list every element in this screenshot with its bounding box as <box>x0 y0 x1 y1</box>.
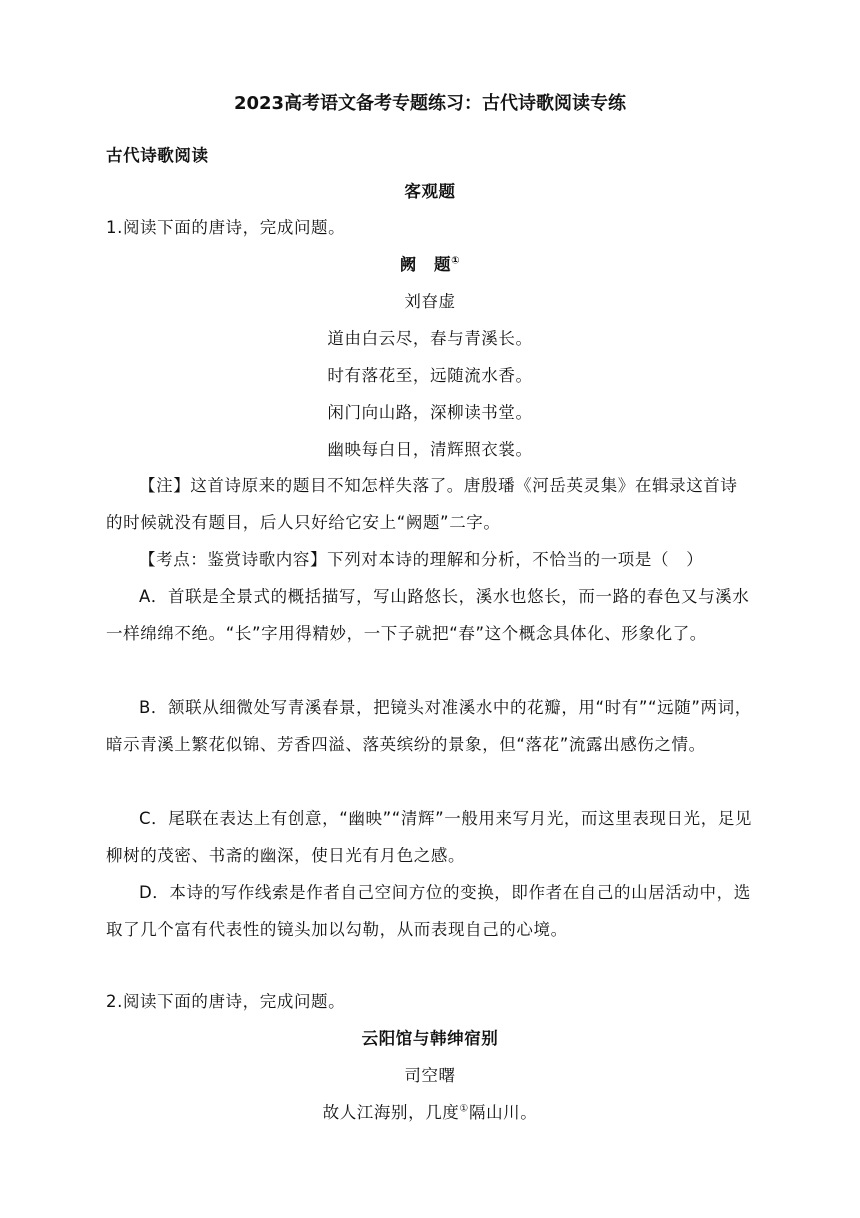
poem-2-line-part-2: 隔山川。 <box>468 1103 538 1122</box>
poem-2-author: 司空曙 <box>404 1066 456 1085</box>
option-c: C．尾联在表达上有创意，“幽映”“清辉”一般用来写月光，而这里表现日光，足见柳树的茂密、书斋的幽深，使日光有月色之感。 <box>106 809 753 865</box>
question-1-stem: 【考点：鉴赏诗歌内容】下列对本诗的理解和分析，不恰当的一项是（ ） <box>139 550 704 569</box>
poem-2-line-part-1: 故人江海别，几度 <box>322 1103 460 1122</box>
poem-1-line: 幽映每白日，清辉照衣裳。 <box>327 440 533 459</box>
question-1-prompt: 1.阅读下面的唐诗，完成问题。 <box>106 218 346 237</box>
poem-1-line: 闲门向山路，深柳读书堂。 <box>327 403 533 422</box>
option-b: B．颔联从细微处写青溪春景，把镜头对准溪水中的花瓣，用“时有”“远随”两词，暗示青溪上繁花似锦、芳香四溢、落英缤纷的景象，但“落花”流露出感伤之情。 <box>106 698 752 754</box>
poem-2-title: 云阳馆与韩绅宿别 <box>361 1029 499 1048</box>
poem-1-line: 时有落花至，远随流水香。 <box>327 366 533 385</box>
poem-2-line <box>106 1095 754 1131</box>
question-2-prompt: 2.阅读下面的唐诗，完成问题。 <box>106 992 346 1011</box>
poem-1-line: 道由白云尽，春与青溪长。 <box>327 329 533 348</box>
poem-1-title <box>106 247 754 283</box>
poem-1-note: 【注】这首诗原来的题目不知怎样失落了。唐殷璠《河岳英灵集》在辑录这首诗的时候就没有题目，后人只好给它安上“阙题”二字。 <box>106 476 738 532</box>
poem-1-title-text: 阙 题 <box>399 255 452 274</box>
option-d: D．本诗的写作线索是作者自己空间方位的变换，即作者在自己的山居活动中，选取了几个富有代表性的镜头加以勾勒，从而表现自己的心境。 <box>106 883 751 939</box>
document-title: 2023高考语文备考专题练习：古代诗歌阅读专练 <box>233 93 627 114</box>
poem-1-author: 刘昚虚 <box>404 292 456 311</box>
subsection-heading: 客观题 <box>404 182 456 201</box>
option-a: A．首联是全景式的概括描写，写山路悠长，溪水也悠长，而一路的春色又与溪水一样绵绵不绝。“长”字用得精妙，一下子就把“春”这个概念具体化、形象化了。 <box>106 587 750 643</box>
poem-2-note-mark: ① <box>459 1103 469 1115</box>
poem-1-title-note-mark: ① <box>451 255 461 267</box>
section-heading: 古代诗歌阅读 <box>106 146 209 165</box>
